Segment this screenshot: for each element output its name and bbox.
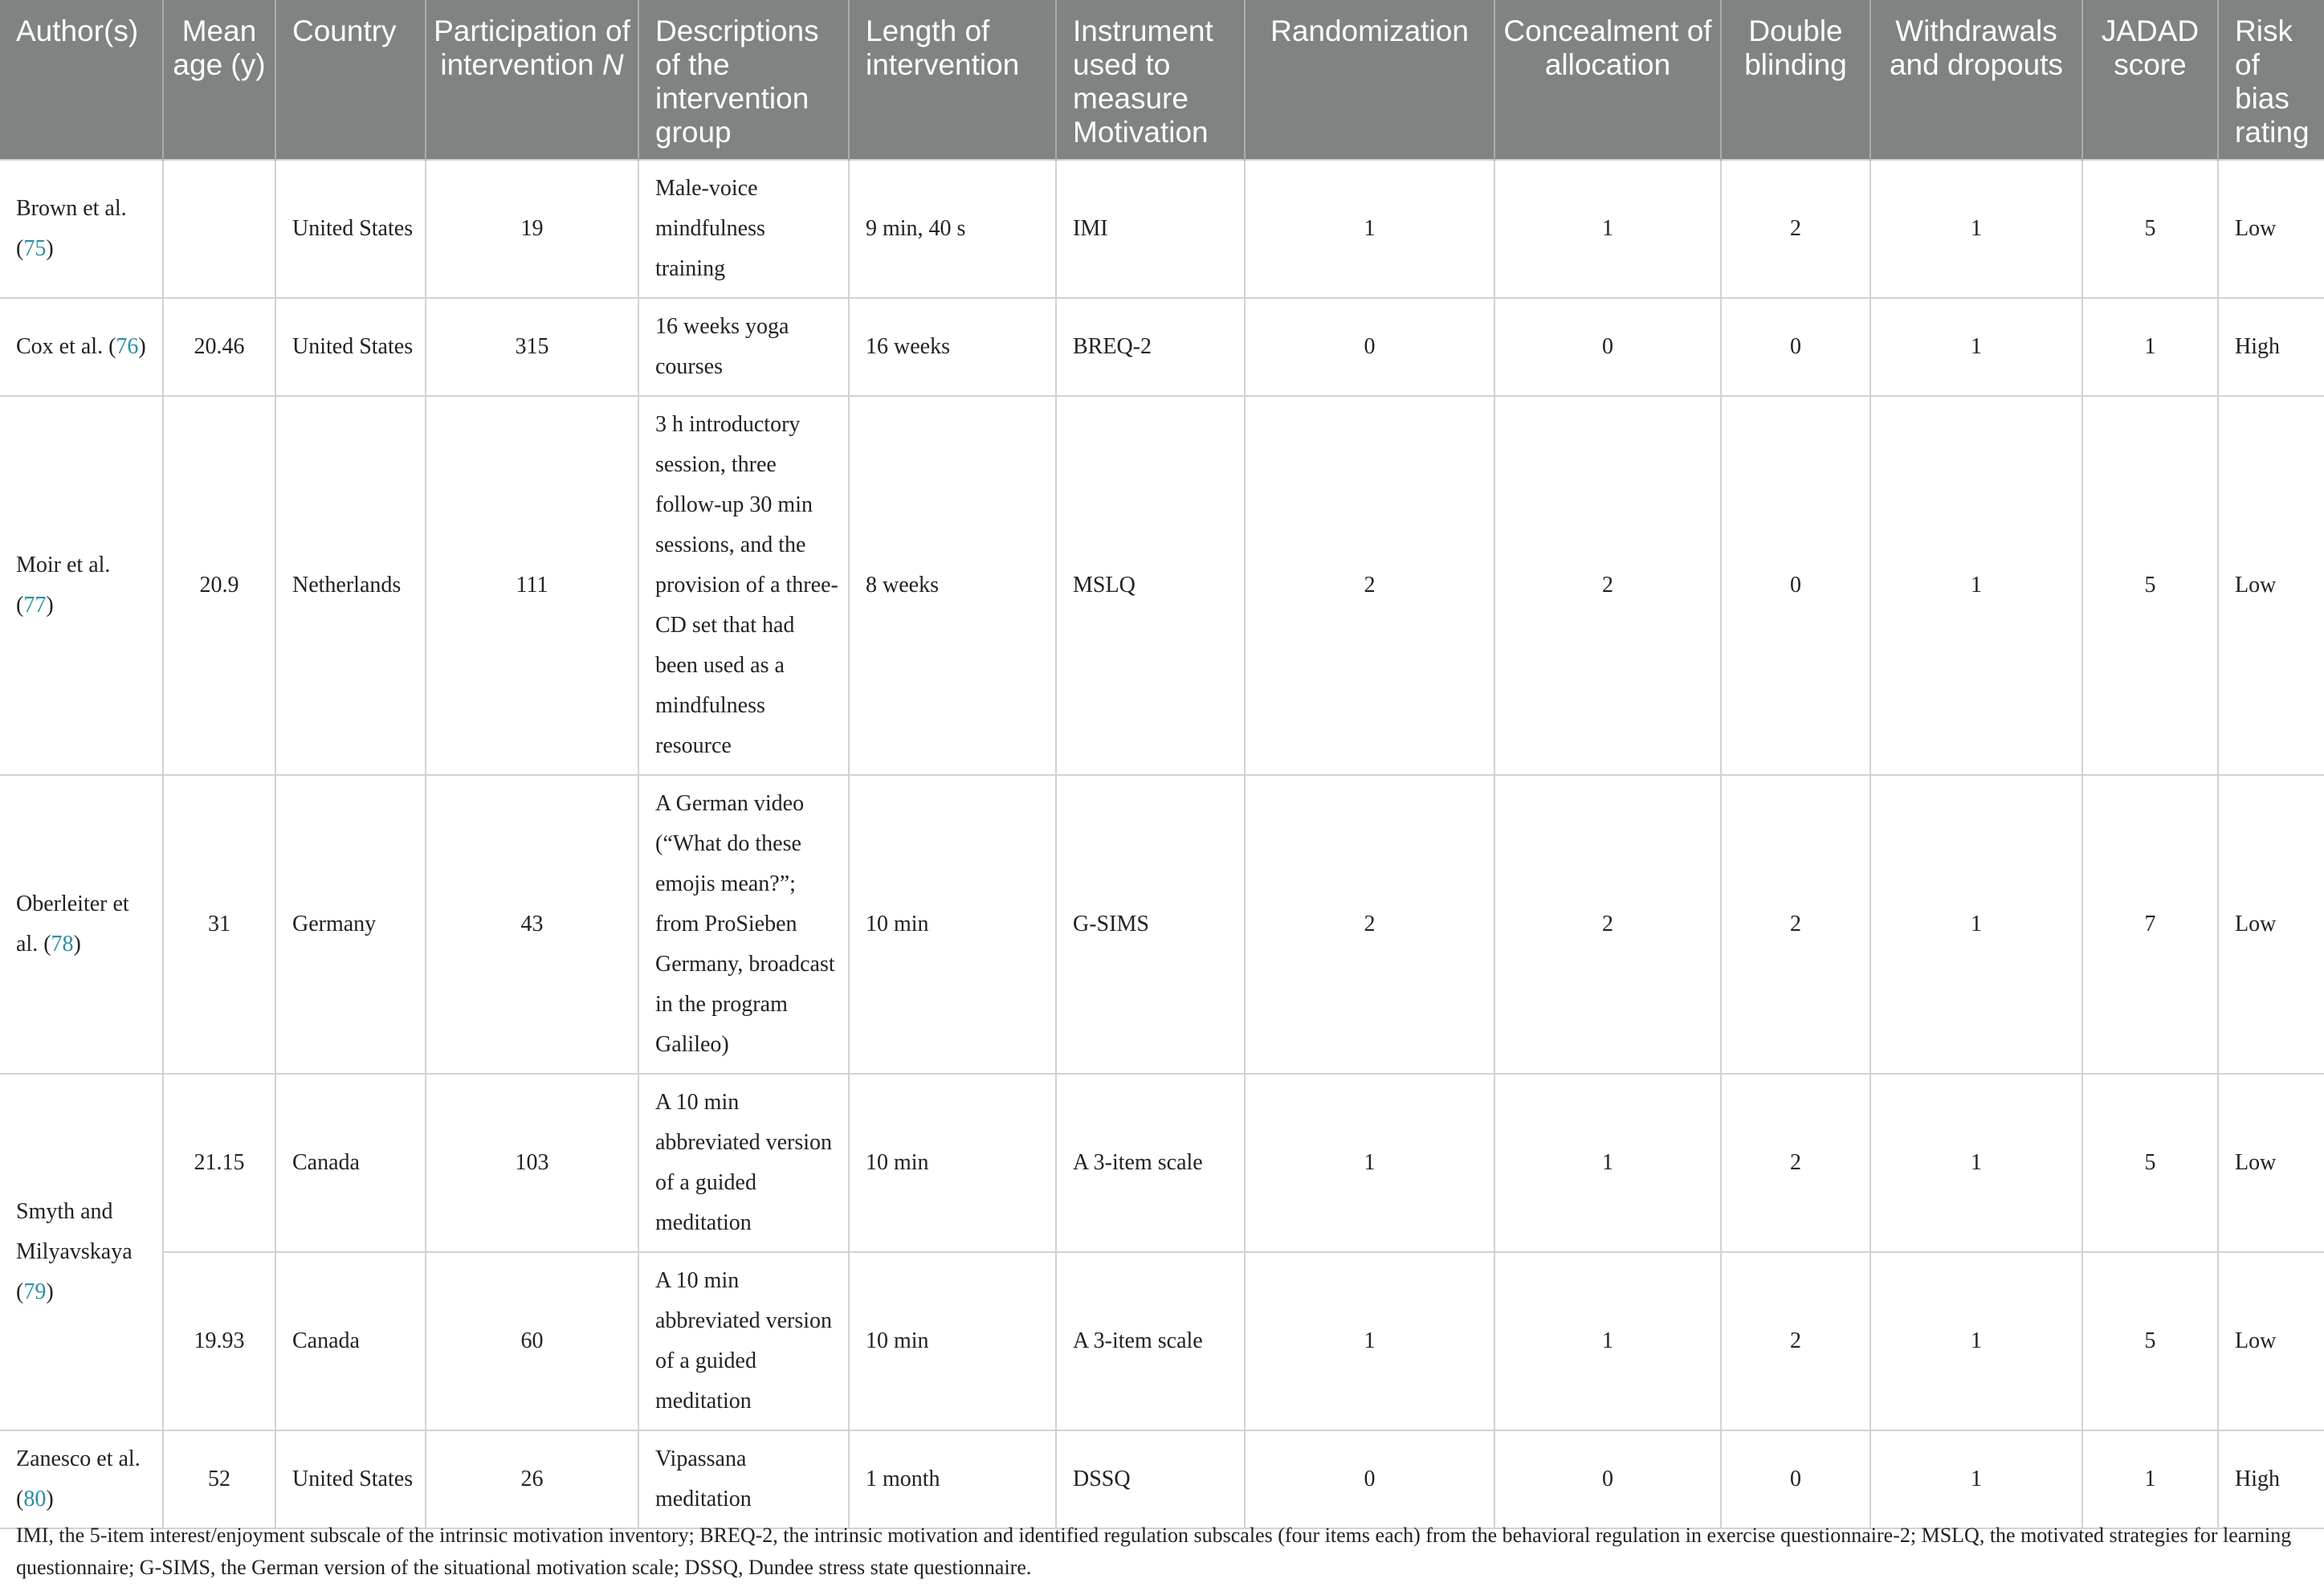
cell-concealment: 2	[1494, 775, 1721, 1074]
cell-author: Smyth and Milyavskaya (79)	[0, 1074, 163, 1430]
cell-length: 1 month	[849, 1430, 1056, 1528]
cell-description: 16 weeks yoga courses	[638, 298, 849, 396]
cell-blinding: 2	[1721, 775, 1870, 1074]
reference-link[interactable]: 77	[23, 593, 47, 618]
cell-country: Canada	[275, 1252, 426, 1430]
author-name: Oberleiter et al.	[16, 891, 129, 957]
cell-risk: High	[2218, 298, 2324, 396]
cell-risk: Low	[2218, 160, 2324, 298]
cell-description: Vipassana meditation	[638, 1430, 849, 1528]
cell-randomization: 0	[1245, 298, 1494, 396]
cell-country: United States	[275, 160, 426, 298]
cell-instrument: DSSQ	[1056, 1430, 1245, 1528]
cell-description: A German video (“What do these emojis mean?”; from ProSieben Germany, broadcast in the program Galileo)	[638, 775, 849, 1074]
table-footnote: IMI, the 5-item interest/enjoyment subscale of the intrinsic motivation inventory; BREQ-2, the intrinsic motivation and identified regulation subscales (four items each) from the behavioral regulation in exercise questionnaire-2; MSLQ, the motivated strategies for learning questionnaire; G-SIMS, the German version of the situational motivation scale; DSSQ, Dundee stress state questionnaire.	[16, 1524, 2292, 1579]
cell-concealment: 0	[1494, 1430, 1721, 1528]
cell-withdrawals: 1	[1870, 775, 2082, 1074]
cell-withdrawals: 1	[1870, 1074, 2082, 1252]
cell-blinding: 0	[1721, 298, 1870, 396]
cell-risk: Low	[2218, 775, 2324, 1074]
cell-n: 111	[426, 396, 638, 775]
header-row	[0, 0, 2324, 160]
cell-concealment: 1	[1494, 160, 1721, 298]
cell-randomization: 1	[1245, 160, 1494, 298]
cell-n: 43	[426, 775, 638, 1074]
cell-age: 31	[163, 775, 275, 1074]
cell-concealment: 1	[1494, 1252, 1721, 1430]
cell-country: Germany	[275, 775, 426, 1074]
cell-author: Brown et al. (75)	[0, 160, 163, 298]
table-row	[0, 1252, 2324, 1430]
cell-n: 103	[426, 1074, 638, 1252]
cell-jadad: 1	[2082, 298, 2218, 396]
header-jadad: JADAD score	[2082, 0, 2218, 160]
table-row	[0, 396, 2324, 775]
cell-length: 16 weeks	[849, 298, 1056, 396]
cell-age: 20.46	[163, 298, 275, 396]
cell-randomization: 0	[1245, 1430, 1494, 1528]
cell-instrument: BREQ-2	[1056, 298, 1245, 396]
cell-author: Moir et al. (77)	[0, 396, 163, 775]
cell-age: 21.15	[163, 1074, 275, 1252]
cell-jadad: 5	[2082, 160, 2218, 298]
cell-length: 10 min	[849, 775, 1056, 1074]
table-row	[0, 160, 2324, 298]
cell-jadad: 5	[2082, 1252, 2218, 1430]
cell-n: 60	[426, 1252, 638, 1430]
reference-link[interactable]: 78	[51, 932, 74, 957]
header-participation-label: Participation of intervention	[434, 14, 630, 81]
cell-withdrawals: 1	[1870, 160, 2082, 298]
cell-concealment: 1	[1494, 1074, 1721, 1252]
cell-description: 3 h introductory session, three follow-up 30 min sessions, and the provision of a three-CD set that had been used as a mindfulness resource	[638, 396, 849, 775]
cell-jadad: 7	[2082, 775, 2218, 1074]
cell-randomization: 2	[1245, 396, 1494, 775]
cell-author: Cox et al. (76)	[0, 298, 163, 396]
cell-age: 20.9	[163, 396, 275, 775]
author-name: Smyth and Milyavskaya	[16, 1199, 133, 1264]
header-risk: Risk of bias rating	[2218, 0, 2324, 160]
header-instrument: Instrument used to measure Motivation	[1056, 0, 1245, 160]
author-name: Zanesco et al.	[16, 1446, 141, 1471]
cell-blinding: 0	[1721, 1430, 1870, 1528]
cell-description: Male-voice mindfulness training	[638, 160, 849, 298]
reference-link[interactable]: 76	[116, 334, 139, 359]
cell-instrument: IMI	[1056, 160, 1245, 298]
header-double-blinding: Double blinding	[1721, 0, 1870, 160]
cell-age	[163, 160, 275, 298]
cell-randomization: 1	[1245, 1074, 1494, 1252]
header-country: Country	[275, 0, 426, 160]
cell-length: 10 min	[849, 1252, 1056, 1430]
cell-n: 315	[426, 298, 638, 396]
reference-link[interactable]: 75	[23, 236, 47, 261]
cell-n: 26	[426, 1430, 638, 1528]
cell-country: Canada	[275, 1074, 426, 1252]
cell-author: Zanesco et al. (80)	[0, 1430, 163, 1528]
author-name: Moir et al.	[16, 553, 111, 577]
author-name: Brown et al.	[16, 196, 127, 221]
cell-withdrawals: 1	[1870, 1430, 2082, 1528]
cell-instrument: G-SIMS	[1056, 775, 1245, 1074]
header-participation-n: N	[601, 48, 624, 81]
cell-age: 52	[163, 1430, 275, 1528]
header-withdrawals: Withdrawals and dropouts	[1870, 0, 2082, 160]
cell-description: A 10 min abbreviated version of a guided meditation	[638, 1252, 849, 1430]
cell-randomization: 2	[1245, 775, 1494, 1074]
table-row	[0, 1430, 2324, 1528]
cell-length: 10 min	[849, 1074, 1056, 1252]
header-randomization: Randomization	[1245, 0, 1494, 160]
cell-risk: High	[2218, 1430, 2324, 1528]
cell-country: Netherlands	[275, 396, 426, 775]
cell-withdrawals: 1	[1870, 396, 2082, 775]
cell-risk: Low	[2218, 1074, 2324, 1252]
header-author: Author(s)	[0, 0, 163, 160]
cell-blinding: 2	[1721, 1252, 1870, 1430]
cell-blinding: 0	[1721, 396, 1870, 775]
cell-instrument: A 3-item scale	[1056, 1252, 1245, 1430]
header-mean-age: Mean age (y)	[163, 0, 275, 160]
table-header	[0, 0, 2324, 160]
reference-link[interactable]: 79	[23, 1279, 47, 1304]
cell-jadad: 1	[2082, 1430, 2218, 1528]
table-row	[0, 1074, 2324, 1252]
cell-country: United States	[275, 298, 426, 396]
reference-link[interactable]: 80	[23, 1487, 47, 1512]
cell-withdrawals: 1	[1870, 1252, 2082, 1430]
cell-withdrawals: 1	[1870, 298, 2082, 396]
header-participation	[426, 0, 638, 160]
cell-risk: Low	[2218, 1252, 2324, 1430]
cell-length: 8 weeks	[849, 396, 1056, 775]
table-row	[0, 775, 2324, 1074]
table-body	[0, 160, 2324, 1528]
author-name: Cox et al.	[16, 334, 104, 359]
table-row	[0, 298, 2324, 396]
cell-description: A 10 min abbreviated version of a guided meditation	[638, 1074, 849, 1252]
cell-n: 19	[426, 160, 638, 298]
cell-instrument: MSLQ	[1056, 396, 1245, 775]
header-length: Length of intervention	[849, 0, 1056, 160]
cell-instrument: A 3-item scale	[1056, 1074, 1245, 1252]
header-concealment: Concealment of allocation	[1494, 0, 1721, 160]
cell-blinding: 2	[1721, 1074, 1870, 1252]
cell-country: United States	[275, 1430, 426, 1528]
cell-concealment: 2	[1494, 396, 1721, 775]
header-description: Descriptions of the intervention group	[638, 0, 849, 160]
cell-jadad: 5	[2082, 1074, 2218, 1252]
cell-jadad: 5	[2082, 396, 2218, 775]
cell-blinding: 2	[1721, 160, 1870, 298]
cell-randomization: 1	[1245, 1252, 1494, 1430]
cell-risk: Low	[2218, 396, 2324, 775]
cell-concealment: 0	[1494, 298, 1721, 396]
cell-age: 19.93	[163, 1252, 275, 1430]
cell-author: Oberleiter et al. (78)	[0, 775, 163, 1074]
cell-length: 9 min, 40 s	[849, 160, 1056, 298]
